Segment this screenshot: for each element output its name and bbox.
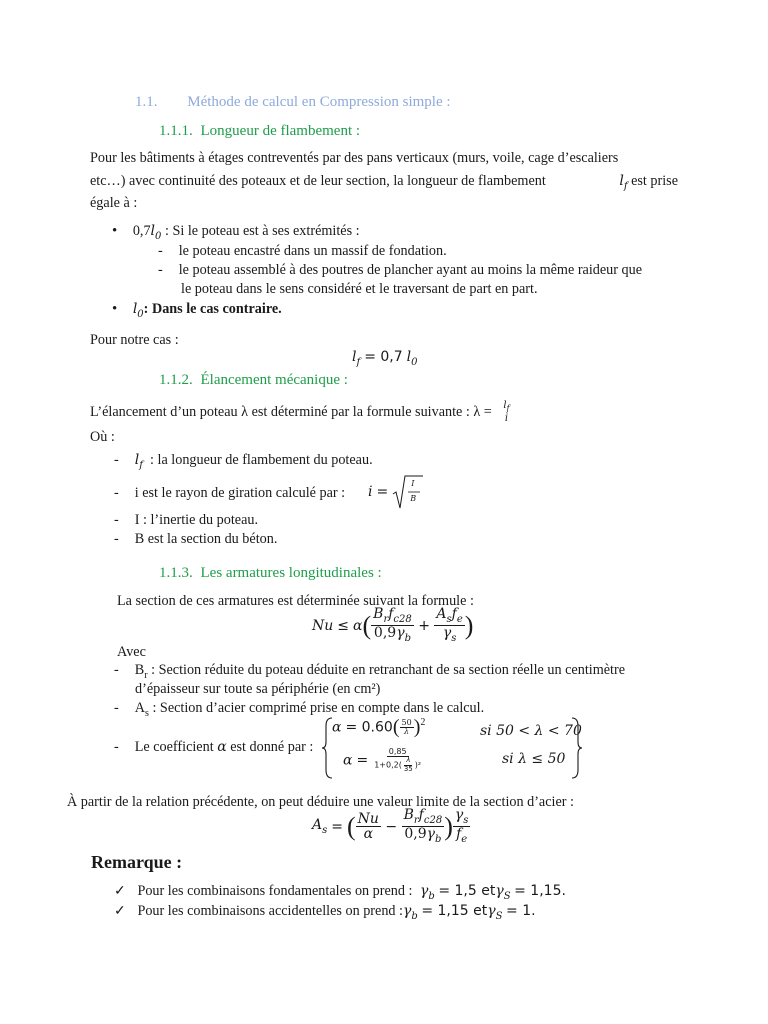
sqrt-sign <box>392 474 424 510</box>
subsection-heading-2 <box>159 372 348 389</box>
paragraph-line: égale à : <box>90 195 138 211</box>
l0-symbol: $l_0$ <box>132 301 144 320</box>
subsection-number: 1.1.1. <box>159 123 193 139</box>
bullet-text: : Si le poteau est à ses extrémités : <box>164 223 360 239</box>
subsection-title: Longueur de flambement : <box>200 123 361 139</box>
dash-text: : Section réduite du poteau déduite en retranchant de sa section réelle un centimètre <box>151 662 625 678</box>
section-title: Méthode de calcul en Compression simple : <box>187 94 451 110</box>
l0-symbol: $l_0$ <box>150 223 162 242</box>
check-icon: ✓ <box>114 883 126 899</box>
remark-text: Pour les combinaisons accidentelles on prend : <box>137 903 403 919</box>
partir-text: À partir de la relation précédente, on peut déduire une valeur limite de la section d’acier : <box>67 794 574 810</box>
alpha-condition-1: si 50 < λ < 70 <box>480 723 582 739</box>
dash-text: est donné par : <box>230 739 314 755</box>
formula-radius: i = I B <box>368 474 424 510</box>
dash-continuation: d’épaisseur sur toute sa périphérie (en cm²) <box>135 681 381 697</box>
dash-text: : la longueur de flambement du poteau. <box>150 452 373 468</box>
dash-continuation: le poteau dans le sens considéré et le traversant de part en part. <box>181 281 538 297</box>
paragraph-line <box>90 170 678 198</box>
dash-text: : Section d’acier comprimé prise en compte dans le calcul. <box>152 700 485 716</box>
alpha-case-1: α = 0.60( $\frac{50}{\lambda}$ )$^2$ <box>332 716 426 738</box>
dash-item: - Le coefficient α est donné par : <box>114 739 314 755</box>
bullet-dot: • <box>112 301 118 317</box>
subsection-number: 1.1.3. <box>159 565 193 581</box>
subsection-title: Élancement mécanique : <box>200 372 348 388</box>
dash-text: le poteau assemblé à des poutres de plancher ayant au moins la même raideur que <box>178 262 643 278</box>
formula-lf: $l_f = 0,7$ $l_0$ <box>352 349 418 368</box>
dash-item: - le poteau encastré dans un massif de fondation. <box>158 243 447 259</box>
dash-item: - $B_r$ : Section réduite du poteau déduite en retranchant de sa section réelle un centimètre <box>114 662 625 681</box>
dash-text: B est la section du béton. <box>134 531 278 547</box>
formula-lambda: $l_f$ i <box>503 400 510 424</box>
formula-as: $A_s$ = ( $\frac{Nu}{\alpha}$ − $\frac{B_rf_{c28}}{0,9\gamma_b}$ ) $\frac{\gamma_s}{f_e}$ <box>312 807 469 846</box>
dash-item: - $l_f$ : la longueur de flambement du poteau. <box>114 452 373 471</box>
dash-text: i est le rayon de giration calculé par : <box>134 485 346 501</box>
bullet-text: : Dans le cas contraire. <box>143 301 282 317</box>
ou-label: Où : <box>90 429 115 445</box>
alpha-condition-2: si λ ≤ 50 <box>502 751 566 767</box>
section-heading <box>135 94 451 111</box>
notre-cas: Pour notre cas : <box>90 332 179 348</box>
check-icon: ✓ <box>114 903 126 919</box>
dash-item: - B est la section du béton. <box>114 531 278 547</box>
remarque-heading: Remarque : <box>91 852 183 872</box>
dash-item: - i est le rayon de giration calculé par : <box>114 485 346 501</box>
dash-text: le poteau encastré dans un massif de fondation. <box>178 243 447 259</box>
dash-item: - le poteau assemblé à des poutres de plancher ayant au moins la même raideur que <box>158 262 643 278</box>
dash-item: - I : l’inertie du poteau. <box>114 512 259 528</box>
dash-text: I : l’inertie du poteau. <box>134 512 259 528</box>
alpha-case-2: α = 0,85 1+0,2( $\frac{\lambda}{35}$ )² <box>343 747 422 773</box>
paragraph-text: etc…) avec continuité des poteaux et de leur section, la longueur de flambement <box>90 173 546 189</box>
coefficient: 0,7 <box>132 223 151 239</box>
dash-text: Le coefficient <box>134 739 214 755</box>
subsection-title: Les armatures longitudinales : <box>200 565 382 581</box>
subsection-heading-3 <box>159 565 382 582</box>
formula-nu: Nu ≤ α( $\frac{B_rf_{c28}}{0,9\gamma_b}$ + $\frac{A_sf_e}{\gamma_s}$ ) <box>312 606 474 645</box>
avec-label: Avec <box>117 644 146 660</box>
bullet-dot: • <box>112 223 118 239</box>
subsection-heading-1 <box>159 123 360 140</box>
section-number: 1.1. <box>135 94 158 110</box>
remark-item: ✓ Pour les combinaisons fondamentales on prend : $\gamma_b = 1,5$ etγ$_S$ = 1,15. <box>114 883 566 902</box>
armatures-text: La section de ces armatures est déterminée suivant la formule : <box>117 593 474 609</box>
elancement-text: L’élancement d’un poteau λ est déterminé par la formule suivante : λ = <box>90 404 492 420</box>
paragraph-text: est prise <box>631 173 678 189</box>
paragraph-line: Pour les bâtiments à étages contreventés par des pans verticaux (murs, voile, cage d’escaliers <box>90 150 619 166</box>
remark-text: Pour les combinaisons fondamentales on prend : <box>137 883 413 899</box>
remark-item: ✓ Pour les combinaisons accidentelles on prend $:\gamma_b = 1,15$ etγ$_S$ = 1. <box>114 903 536 922</box>
dash-item: - $A_s$ : Section d’acier comprimé prise en compte dans le calcul. <box>114 700 485 719</box>
subsection-number: 1.1.2. <box>159 372 193 388</box>
alpha-symbol: α <box>217 739 227 755</box>
bullet-item <box>112 298 282 326</box>
elancement-line <box>90 401 512 424</box>
lf-symbol: $l_f$ <box>134 452 143 471</box>
lf-symbol: $l_f$ <box>619 173 628 192</box>
